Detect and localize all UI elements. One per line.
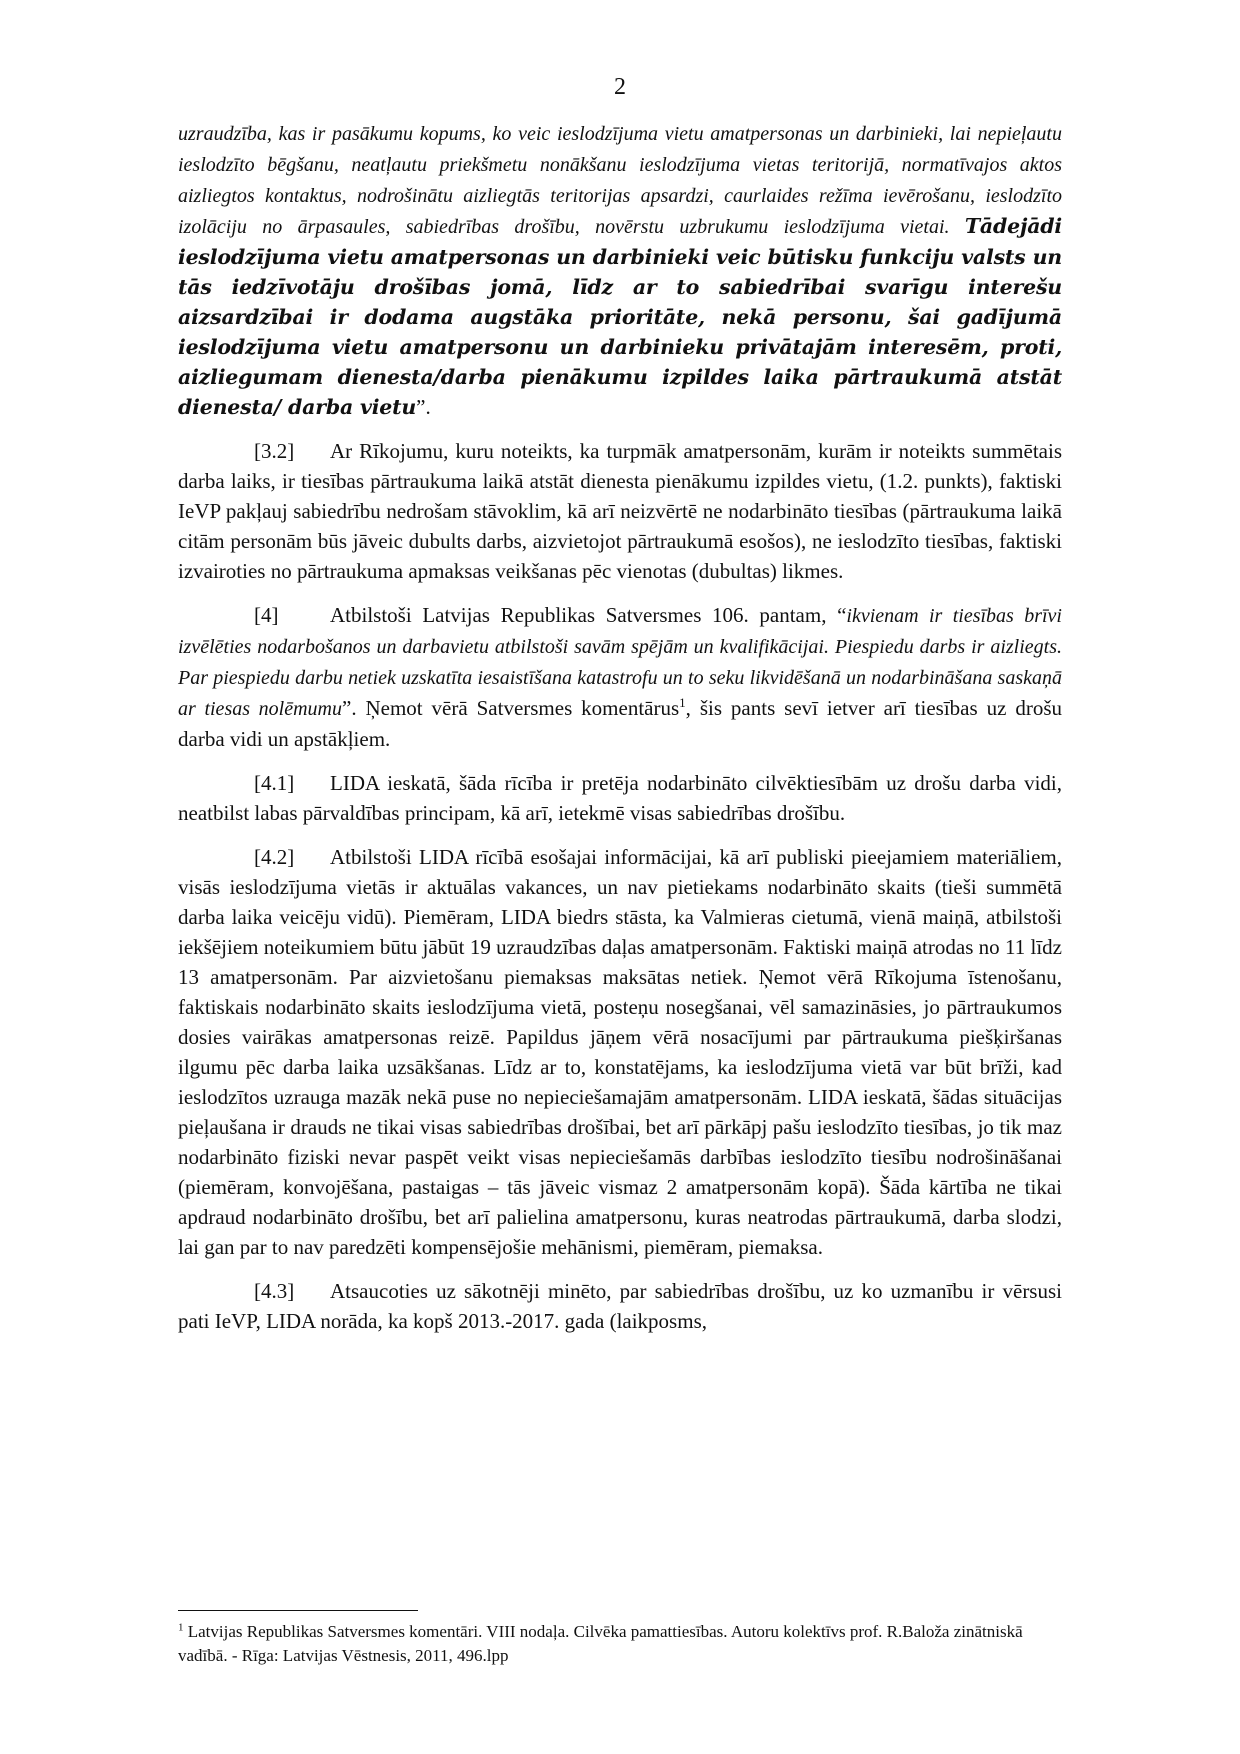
constitution-quote: ikvienam ir tiesības brīvi izvēlēties nodarbošanos un darbavietu atbilstoši savām spējām un kvalifikācijai. Piespiedu darbs ir aizliegts. Par piespiedu darbu netiek uzskatīta iesaistīšana katastrofu un to seku likvidēšanā un nodarbināšana saskaņā ar tiesas nolēmumu bbox=[178, 605, 1062, 720]
paragraph-4-3 bbox=[178, 1276, 1062, 1336]
opening-quote-paragraph bbox=[178, 118, 1062, 422]
paragraph-number: [4.3] bbox=[254, 1279, 295, 1303]
footnote-reference: 1 bbox=[679, 695, 686, 710]
paragraph-text-continued: ”. Ņemot vērā Satversmes komentārus bbox=[342, 696, 680, 720]
paragraph-text: Atbilstoši LIDA rīcībā esošajai informācijai, kā arī publiski pieejamiem materiāliem, visās ieslodzījuma vietās ir aktuālas vakances, un nav pietiekams nodarbināto skaits (tieši summētā darba laika veicēju vidū). Piemēram, LIDA biedrs stāsta, ka Valmieras cietumā, vienā maiņā, atbilstoši iekšējiem noteikumiem būtu jābūt 19 uzraudzības daļas amatpersonām. Faktiski maiņā atrodas no 11 līdz 13 amatpersonām. Par aizvietošanu piemaksas maksātas netiek. Ņemot vērā Rīkojuma īstenošanu, faktiskais nodarbināto skaits ieslodzījuma vietā, posteņu nosegšanai, vēl samazināsies, jo pārtraukumos dosies vairākas amatpersonas reizē. Papildus jāņem vērā nosacījumi par pārtraukuma piešķiršanas ilgumu pēc darba laika uzsākšanas. Līdz ar to, konstatējams, ka ieslodzījuma vietā var būt brīži, kad ieslodzītos uzrauga mazāk nekā puse no nepieciešamajām amatpersonām. LIDA ieskatā, šādas situācijas pieļaušana ir drauds ne tikai visas sabiedrības drošībai, bet arī pārkāpj pašu ieslodzīto tiesības, jo tik maz nodarbināto fiziski nevar paspēt veikt visas nepieciešamās darbības ieslodzīto tiesību nodrošināšanai (piemēram, konvojēšana, pastaigas – tās jāveic vismaz 2 amatpersonām kopā). Šāda kārtība ne tikai apdraud nodarbināto drošību, bet arī palielina amatpersonu, kuras neatrodas pārtraukumā, darba slodzi, lai gan par to nav paredzēti kompensējošie mehānismi, piemēram, piemaksa. bbox=[178, 845, 1062, 1259]
page-number: 2 bbox=[614, 74, 626, 100]
paragraph-text: Atbilstoši Latvijas Republikas Satversmes 106. pantam, “ bbox=[330, 603, 847, 627]
paragraph-4 bbox=[178, 600, 1062, 754]
quote-italic-text: uzraudzība, kas ir pasākumu kopums, ko veic ieslodzījuma vietu amatpersonas un darbinieki, lai nepieļautu ieslodzīto bēgšanu, neatļautu priekšmetu nonākšanu ieslodzījuma vietas teritorijā, normatīvajos aktos aizliegtos kontaktus, nodrošinātu aizliegtās teritorijas apsardzi, caurlaides režīma ievērošanu, ieslodzīto izolāciju no ārpasaules, sabiedrības drošību, novērstu uzbrukumu ieslodzījuma vietai. bbox=[178, 123, 1062, 238]
paragraph-text-end: , šis pants sevī ietver arī tiesības uz drošu darba vidi un apstākļiem. bbox=[178, 696, 1062, 751]
footnote bbox=[178, 1620, 1062, 1668]
paragraph-text: Atsaucoties uz sākotnēji minēto, par sabiedrības drošību, uz ko uzmanību ir vērsusi pati IeVP, LIDA norāda, ka kopš 2013.-2017. gada (laikposms, bbox=[178, 1279, 1062, 1333]
paragraph-number: [4.2] bbox=[254, 845, 295, 869]
quote-closing: ”. bbox=[416, 395, 431, 419]
paragraph-3-2 bbox=[178, 436, 1062, 586]
document-body bbox=[178, 118, 1062, 1350]
footnote-divider bbox=[178, 1610, 418, 1611]
paragraph-text: LIDA ieskatā, šāda rīcība ir pretēja nodarbināto cilvēktiesībām uz drošu darba vidi, neatbilst labas pārvaldības principam, kā arī, ietekmē visas sabiedrības drošību. bbox=[178, 771, 1062, 825]
paragraph-number: [3.2] bbox=[254, 439, 295, 463]
quote-bold-text: Tādejādi ieslodzījuma vietu amatpersonas un darbinieki veic būtisku funkciju valsts un tās iedzīvotāju drošības jomā, līdz ar to sabiedrībai svarīgu interešu aizsardzībai ir dodama augstāka prioritāte, nekā personu, šai gadījumā ieslodzījuma vietu amatpersonu un darbinieku privātajām interesēm, proti, aizliegumam dienesta/darba pienākumu izpildes laika pārtraukumā atstāt dienesta/ darba vietu bbox=[178, 214, 1062, 419]
footnote-marker: 1 bbox=[178, 1621, 184, 1634]
paragraph-4-1 bbox=[178, 768, 1062, 828]
footnote-text: Latvijas Republikas Satversmes komentāri. VIII nodaļa. Cilvēka pamattiesības. Autoru kolektīvs prof. R.Baloža zinātniskā vadībā. - Rīga: Latvijas Vēstnesis, 2011, 496.lpp bbox=[178, 1622, 1023, 1665]
paragraph-number: [4] bbox=[254, 603, 279, 627]
paragraph-text: Ar Rīkojumu, kuru noteikts, ka turpmāk amatpersonām, kurām ir noteikts summētais darba laiks, ir tiesības pārtraukuma laikā atstāt dienesta pienākumu izpildes vietu, (1.2. punkts), faktiski IeVP pakļauj sabiedrību nedrošam stāvoklim, kā arī neizvērtē ne nodarbināto tiesības (pārtraukuma laikā citām personām būs jāveic dubults darbs, aizvietojot pārtraukumā esošos), ne ieslodzīto tiesības, faktiski izvairoties no pārtraukuma apmaksas veikšanas pēc vienotas (dubultas) likmes. bbox=[178, 439, 1062, 583]
paragraph-number: [4.1] bbox=[254, 771, 295, 795]
paragraph-4-2 bbox=[178, 842, 1062, 1262]
